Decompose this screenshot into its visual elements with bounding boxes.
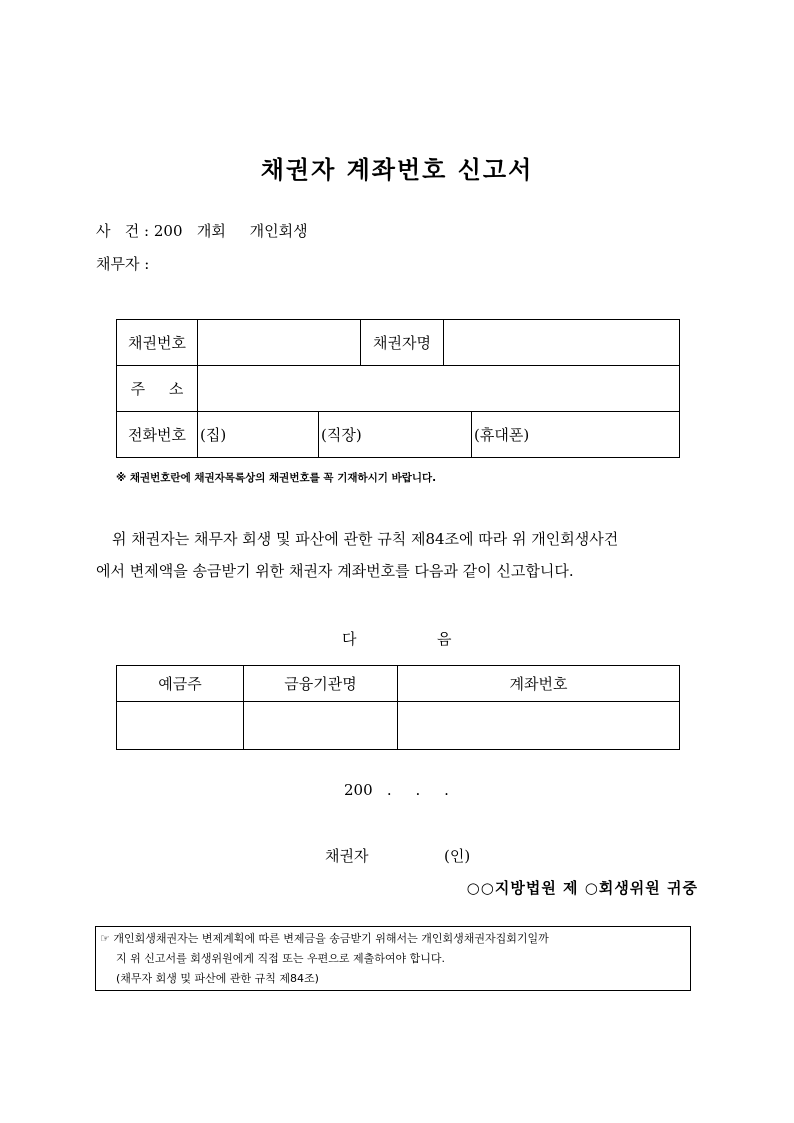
holder-field[interactable] <box>117 702 244 750</box>
date-line: 200 . . . <box>344 781 449 799</box>
eum-label: 음 <box>437 630 452 648</box>
address-label: 주 소 <box>117 366 198 412</box>
seal-mark: (인) <box>444 847 471 865</box>
case-value: 200 개회 개인회생 <box>153 222 308 240</box>
table-note: ※ 채권번호란에 채권자목록상의 채권번호를 꼭 기재하시기 바랍니다. <box>116 472 437 484</box>
da-label: 다 <box>342 630 357 648</box>
phone-mobile[interactable]: (휴대폰) <box>474 426 530 444</box>
document-title: 채권자 계좌번호 신고서 <box>260 155 534 184</box>
phone-subtable <box>198 412 679 457</box>
bank-header: 금융기관명 <box>244 666 398 702</box>
account-table <box>116 665 680 750</box>
creditor-name-label: 채권자명 <box>361 320 444 366</box>
creditor-no-field[interactable] <box>198 320 361 366</box>
footer-line-2: 지 위 신고서를 회생위원에게 직접 또는 우편으로 제출하여야 합니다. <box>116 952 445 965</box>
creditor-no-label: 채권번호 <box>117 320 198 366</box>
footer-line-1: ☞ 개인회생채권자는 변제계획에 따른 변제금을 송금받기 위해서는 개인회생채권자집회기일까 <box>100 932 549 945</box>
creditor-info-table <box>116 319 680 458</box>
address-field[interactable] <box>198 366 680 412</box>
account-field[interactable] <box>398 702 680 750</box>
signer-label: 채권자 <box>325 847 369 865</box>
case-label: 사 건 : <box>96 222 150 240</box>
holder-header: 예금주 <box>117 666 244 702</box>
paragraph-line-2: 에서 변제액을 송금받기 위한 채권자 계좌번호를 다음과 같이 신고합니다. <box>96 562 574 580</box>
debtor-label: 채무자 : <box>96 255 150 273</box>
phone-work[interactable]: (직장) <box>319 412 472 457</box>
account-header: 계좌번호 <box>398 666 680 702</box>
phone-home[interactable]: (집) <box>198 412 319 457</box>
case-line <box>96 220 308 241</box>
bank-field[interactable] <box>244 702 398 750</box>
footer-notice <box>95 926 691 991</box>
phone-label: 전화번호 <box>117 412 198 458</box>
paragraph-line-1: 위 채권자는 채무자 회생 및 파산에 관한 규칙 제84조에 따라 위 개인회생사건 <box>112 530 619 548</box>
creditor-name-field[interactable] <box>444 320 680 366</box>
court-addressee: ○○지방법원 제 ○회생위원 귀중 <box>466 879 698 897</box>
phone-cells <box>198 412 680 458</box>
footer-line-3: (채무자 회생 및 파산에 관한 규칙 제84조) <box>116 972 319 985</box>
